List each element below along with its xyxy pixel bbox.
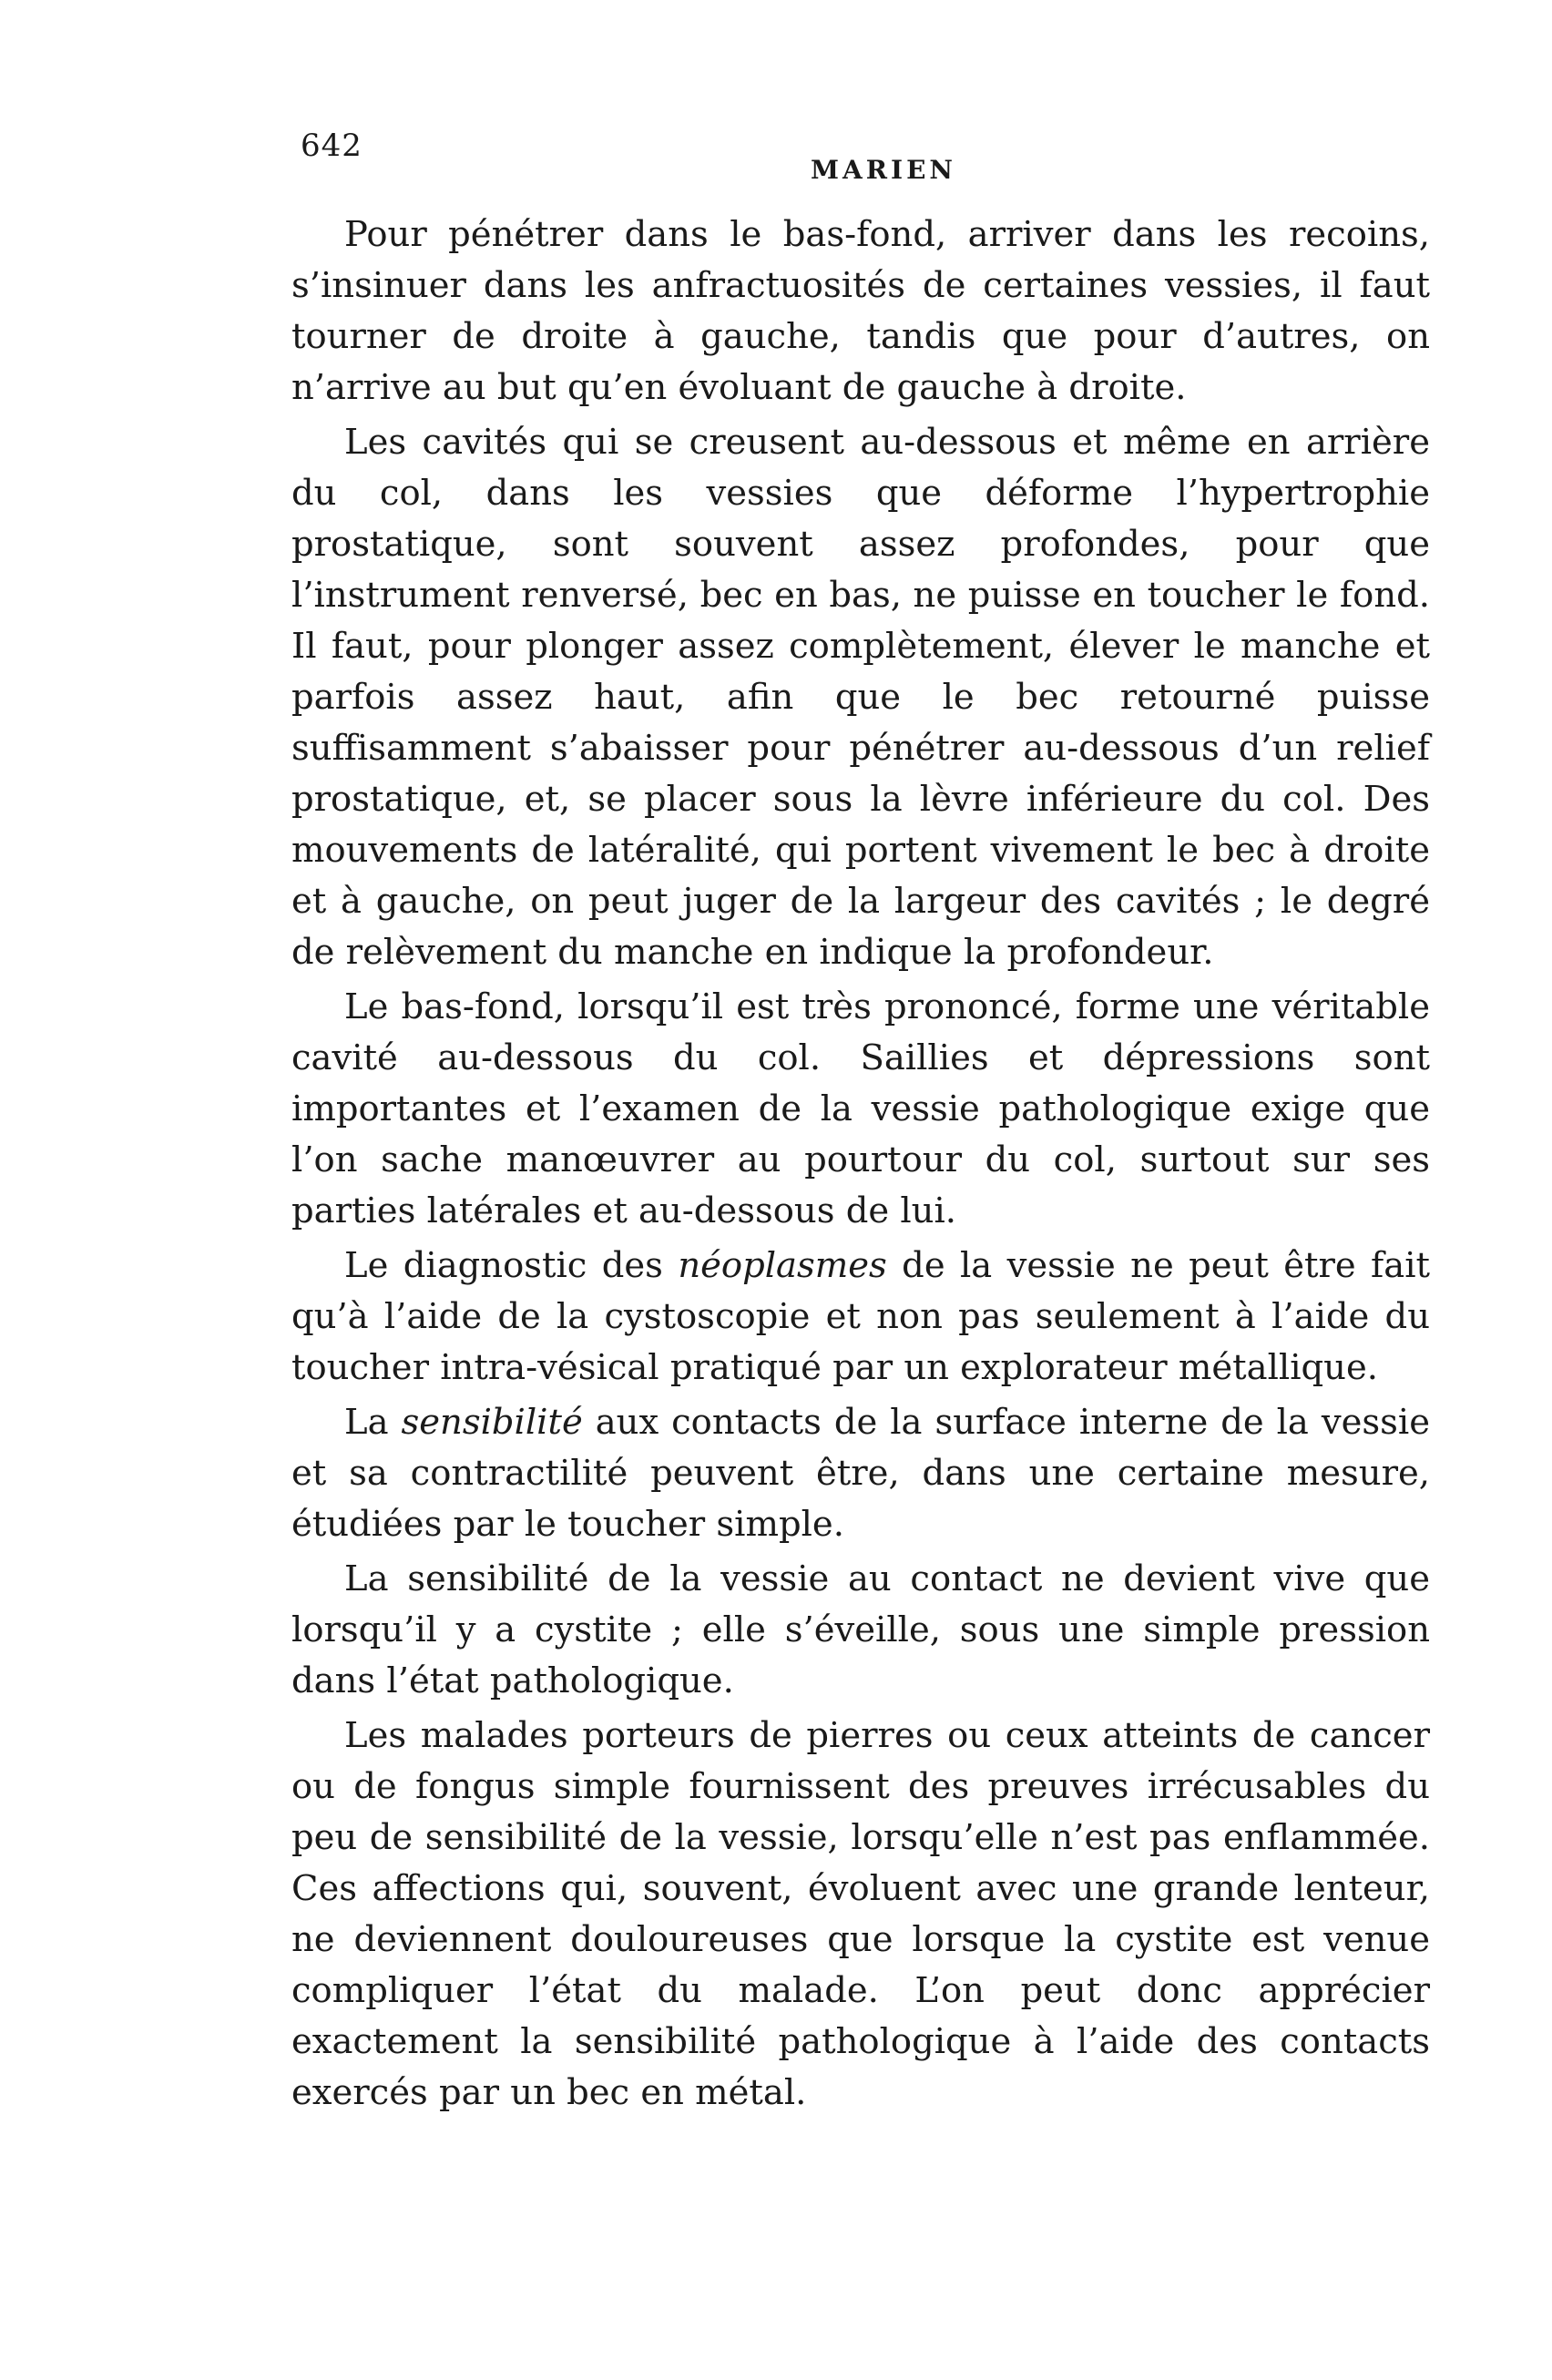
paragraph-5-after: aux contacts de la surface interne de la vessie et sa contractilité peuvent être, dans une certaine mesure, étudiées par le toucher simple. bbox=[291, 1402, 1430, 1545]
paragraph-4-after: de la vessie ne peut être fait qu’à l’aide de la cystoscopie et non pas seulement à l’aide du toucher intra-vésical pratiqué par un explorateur métallique. bbox=[291, 1245, 1430, 1388]
body-text bbox=[291, 209, 1430, 2119]
paragraph-4-italic: néoplasmes bbox=[678, 1245, 887, 1286]
paragraph-7: Les malades porteurs de pierres ou ceux atteints de cancer ou de fongus simple fournissent des preuves irrécusables du peu de sensibilité de la vessie, lorsqu’elle n’est pas enflammée. Ces affections qui, souvent, évoluent avec une grande lenteur, ne deviennent douloureuses que lorsque la cystite est venue compliquer l’état du malade. L’on peut donc apprécier exactement la sensibilité pathologique à l’aide des contacts exercés par un bec en métal. bbox=[291, 1715, 1430, 2113]
paragraph-5-italic: sensibilité bbox=[401, 1402, 583, 1443]
paragraph-6: La sensibilité de la vessie au contact ne devient vive que lorsqu’il y a cystite ; elle s’éveille, sous une simple pression dans l’état pathologique. bbox=[291, 1558, 1430, 1701]
paragraph-5-before: La bbox=[344, 1402, 402, 1443]
running-head: MARIEN bbox=[811, 155, 957, 185]
paragraph-5 bbox=[291, 1397, 1430, 1550]
paragraph-1: Pour pénétrer dans le bas-fond, arriver dans les recoins, s’insinuer dans les anfractuosités de certaines vessies, il faut tourner de droite à gauche, tandis que pour d’autres, on n’arrive au but qu’en évoluant de gauche à droite. bbox=[291, 214, 1430, 408]
paragraph-4-before: Le diagnostic des bbox=[344, 1245, 679, 1286]
paragraph-3: Le bas-fond, lorsqu’il est très prononcé, forme une véritable cavité au-dessous du col. Saillies et dépressions sont importantes et l’examen de la vessie pathologique exige que l’on sache manœuvrer au pourtour du col, surtout sur ses parties latérales et au-dessous de lui. bbox=[291, 986, 1430, 1231]
page-number: 642 bbox=[301, 128, 362, 164]
paragraph-4 bbox=[291, 1241, 1430, 1394]
paragraph-2: Les cavités qui se creusent au-dessous et même en arrière du col, dans les vessies que déforme l’hypertrophie prostatique, sont souvent assez profondes, pour que l’instrument renversé, bec en bas, ne puisse en toucher le fond. Il faut, pour plonger assez complètement, élever le manche et parfois assez haut, afin que le bec retourné puisse suffisamment s’abaisser pour pénétrer au-dessous d’un relief prostatique, et, se placer sous la lèvre inférieure du col. Des mouvements de latéralité, qui portent vivement le bec à droite et à gauche, on peut juger de la largeur des cavités ; le degré de relèvement du manche en indique la profondeur. bbox=[291, 422, 1430, 973]
